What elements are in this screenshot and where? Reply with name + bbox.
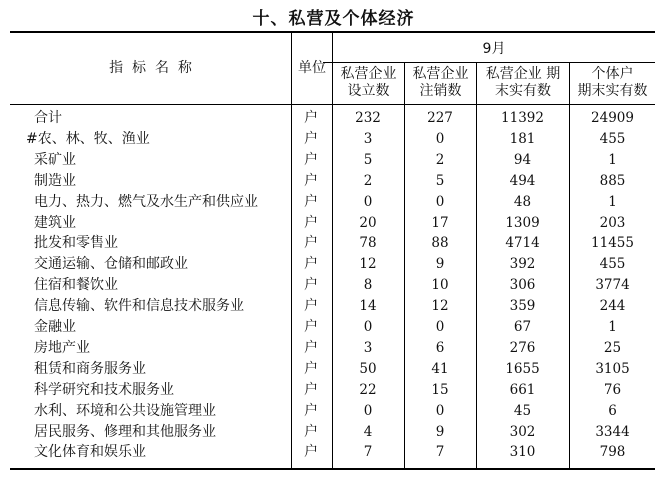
col-header-deregistered: [405, 66, 476, 100]
row-value: 3: [363, 339, 373, 356]
row-value: 9: [435, 256, 445, 273]
row-value: 6: [608, 402, 617, 419]
row-value: 67: [513, 319, 532, 335]
row-value: 3774: [595, 277, 630, 294]
row-value: 392: [509, 256, 536, 273]
row-value: 276: [509, 339, 536, 356]
row-value: 0: [363, 319, 373, 335]
row-value: 1: [608, 193, 617, 210]
row-value: 494: [509, 172, 536, 189]
row-value: 455: [599, 130, 626, 147]
row-value: 3105: [595, 360, 630, 377]
row-indicator-name: 租赁和商务服务业: [34, 360, 146, 377]
row-indicator-name: 信息传输、软件和信息技术服务业: [34, 298, 244, 315]
row-value: 1: [608, 151, 617, 168]
row-value: 48: [513, 193, 532, 210]
row-unit: 户: [304, 360, 318, 377]
row-indicator-name: 住宿和餐饮业: [34, 277, 118, 294]
indicator-header: 指 标 名 称: [109, 60, 192, 76]
table-row: [10, 317, 655, 338]
bottom-rule: [10, 468, 655, 470]
row-value: 6: [435, 339, 445, 356]
row-value: 2: [435, 151, 445, 168]
row-unit: 户: [304, 151, 318, 168]
row-indicator-name: 采矿业: [34, 151, 76, 168]
table-row: [10, 296, 655, 317]
row-value: 2: [363, 172, 373, 189]
row-value: 203: [599, 214, 626, 231]
table-row: [10, 150, 655, 171]
table-row: [10, 108, 655, 129]
col-header-private-total: [477, 66, 569, 100]
row-indicator-name: 建筑业: [34, 214, 76, 231]
row-unit: 户: [304, 214, 318, 231]
row-value: 885: [599, 172, 626, 189]
row-indicator-name: 批发和零售业: [34, 235, 118, 252]
row-value: 181: [509, 130, 536, 147]
col-header-line: 期末实有数: [577, 83, 648, 99]
row-value: 0: [363, 193, 373, 210]
row-value: 8: [363, 277, 373, 294]
row-unit: 户: [304, 444, 318, 461]
row-value: 359: [509, 298, 536, 315]
row-value: 232: [355, 110, 381, 126]
row-value: 94: [513, 151, 532, 168]
row-value: 310: [509, 444, 536, 461]
row-value: 9: [435, 423, 445, 440]
col-header-line: 设立数: [347, 83, 390, 99]
row-value: 12: [431, 298, 449, 315]
row-unit: 户: [304, 319, 318, 335]
table-title: 十、私营及个体经济: [252, 9, 415, 29]
row-value: 0: [435, 193, 445, 210]
row-value: 7: [435, 444, 445, 461]
row-value: 5: [435, 172, 445, 189]
row-indicator-name: 电力、热力、燃气及水生产和供应业: [34, 193, 258, 210]
row-value: 4714: [505, 235, 540, 252]
row-unit: 户: [304, 423, 318, 440]
row-value: 41: [431, 360, 449, 377]
unit-header: 单位: [298, 60, 326, 76]
row-value: 15: [431, 381, 449, 398]
row-unit: 户: [304, 193, 318, 210]
table-row: [10, 359, 655, 380]
col-header-line: 个体户: [591, 66, 634, 82]
row-unit: 户: [304, 339, 318, 356]
row-indicator-name: 房地产业: [34, 339, 90, 356]
row-unit: 户: [304, 235, 318, 252]
row-value: 78: [359, 235, 377, 252]
row-value: 455: [599, 256, 626, 273]
table-row: [10, 401, 655, 422]
row-value: 244: [599, 298, 626, 315]
row-value: 5: [363, 151, 373, 168]
row-value: 798: [599, 444, 626, 461]
row-indicator-name: 居民服务、修理和其他服务业: [34, 423, 216, 440]
row-value: 3344: [595, 423, 630, 440]
table-row: [10, 233, 655, 254]
row-value: 1309: [505, 214, 540, 231]
row-unit: 户: [304, 402, 318, 419]
table-row: [10, 192, 655, 213]
table-row: [10, 380, 655, 401]
row-indicator-name: #农、林、牧、渔业: [26, 130, 150, 147]
row-value: 45: [513, 402, 532, 419]
row-value: 0: [363, 402, 373, 419]
row-value: 88: [431, 235, 449, 252]
row-value: 227: [427, 110, 453, 126]
table-row: [10, 254, 655, 275]
row-value: 0: [435, 402, 445, 419]
row-value: 302: [509, 423, 536, 440]
period-header: 9月: [482, 41, 506, 57]
row-unit: 户: [304, 298, 318, 315]
row-unit: 户: [304, 130, 318, 147]
col-header-established: [333, 66, 404, 100]
row-value: 22: [359, 381, 377, 398]
row-indicator-name: 文化体育和娱乐业: [34, 444, 146, 461]
row-indicator-name: 金融业: [34, 319, 76, 335]
row-value: 4: [363, 423, 373, 440]
row-value: 1: [608, 319, 617, 335]
row-unit: 户: [304, 381, 318, 398]
table-row: [10, 129, 655, 150]
row-value: 7: [363, 444, 373, 461]
row-value: 24909: [591, 110, 634, 126]
row-indicator-name: 合计: [34, 110, 62, 126]
col-header-line: 私营企业: [340, 66, 397, 82]
row-value: 50: [359, 360, 377, 377]
row-value: 17: [431, 214, 449, 231]
row-value: 11455: [591, 235, 634, 252]
period-rule: [323, 62, 655, 63]
row-value: 10: [431, 277, 449, 294]
table-row: [10, 338, 655, 359]
table-row: [10, 275, 655, 296]
row-unit: 户: [304, 277, 318, 294]
col-header-line: 私营企业: [412, 66, 469, 82]
row-value: 12: [359, 256, 377, 273]
row-value: 11392: [501, 110, 544, 126]
row-value: 0: [435, 319, 445, 335]
row-unit: 户: [304, 110, 318, 126]
row-value: 76: [603, 381, 622, 398]
table-row: [10, 442, 655, 463]
col-header-line: 注销数: [419, 83, 462, 99]
col-header-line: 私营企业 期: [485, 66, 561, 82]
table-row: [10, 422, 655, 443]
row-unit: 户: [304, 172, 318, 189]
row-indicator-name: 制造业: [34, 172, 76, 189]
row-unit: 户: [304, 256, 318, 273]
row-indicator-name: 交通运输、仓储和邮政业: [34, 256, 188, 273]
row-value: 0: [435, 130, 445, 147]
table-row: [10, 213, 655, 234]
col-header-individual-total: [570, 66, 655, 100]
row-value: 1655: [505, 360, 540, 377]
table-row: [10, 171, 655, 192]
row-value: 306: [509, 277, 536, 294]
row-value: 25: [603, 339, 622, 356]
row-value: 20: [359, 214, 377, 231]
row-indicator-name: 科学研究和技术服务业: [34, 381, 174, 398]
row-value: 3: [363, 130, 373, 147]
row-value: 14: [359, 298, 377, 315]
row-indicator-name: 水利、环境和公共设施管理业: [34, 402, 216, 419]
col-header-line: 末实有数: [495, 83, 551, 99]
row-value: 661: [509, 381, 536, 398]
